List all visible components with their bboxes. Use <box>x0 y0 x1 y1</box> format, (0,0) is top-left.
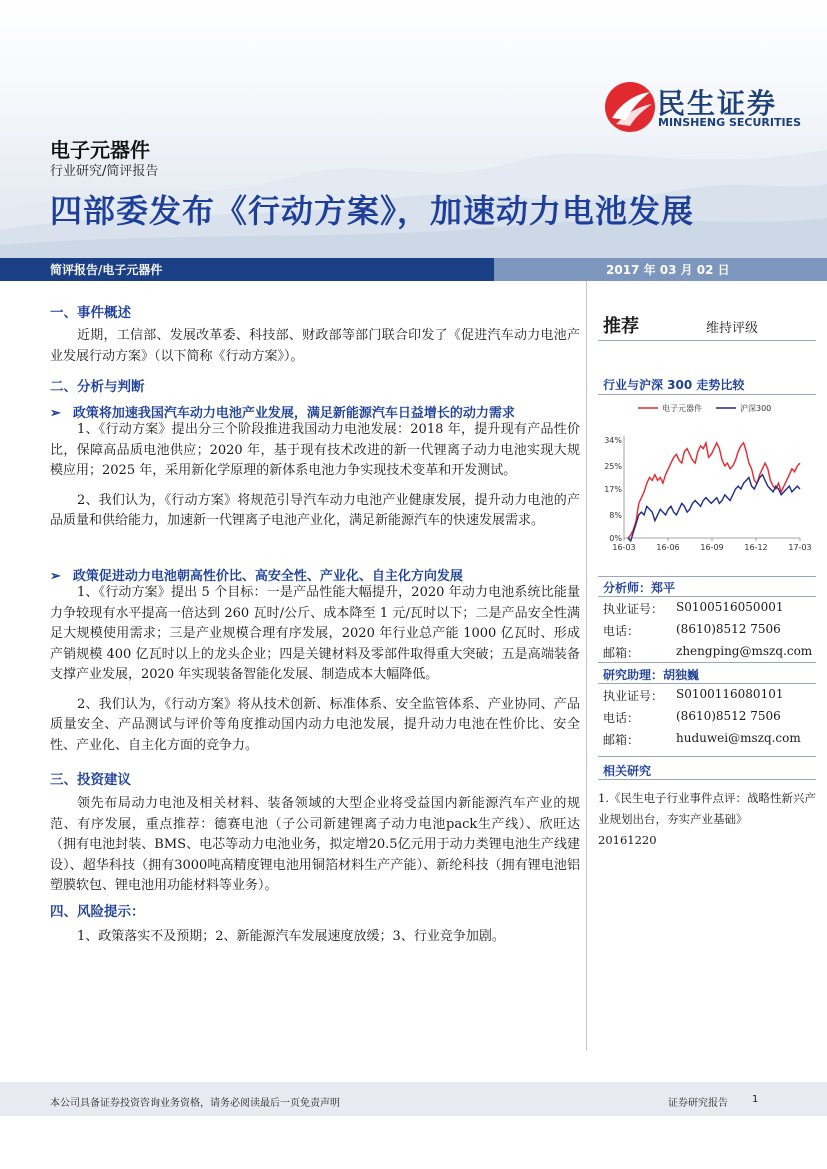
contact-value: S0100116080101 <box>676 687 784 701</box>
section-heading-3: 三、投资建议 <box>50 772 131 788</box>
divider <box>598 596 816 597</box>
paragraph: 近期，工信部、发展改革委、科技部、财政部等部门联合印发了《促进汽车动力电池产业发展行动方案》（以下简称《行动方案》）。 <box>50 328 580 364</box>
contact-value: (8610)8512 7506 <box>676 622 781 636</box>
section-heading-2: 二、分析与判断 <box>50 379 145 395</box>
divider <box>598 662 816 663</box>
recommendation: 推荐 <box>603 316 639 337</box>
related-report-date: 20161220 <box>598 833 657 847</box>
related-report <box>598 788 816 851</box>
analyst-heading: 分析师：郑平 <box>603 581 676 595</box>
section-4-body <box>50 927 580 948</box>
y-tick-label: 0% <box>609 534 622 543</box>
contact-label: 电话： <box>603 711 640 725</box>
x-tick-label: 16-09 <box>700 543 724 552</box>
legend-label: 电子元器件 <box>662 404 702 413</box>
paragraph: 2、我们认为，《行动方案》将规范引导汽车动力电池产业健康发展，提升动力电池的产品质量和供给能力，加速新一代锂离子电池产业化，满足新能源汽车的快速发展需求。 <box>50 492 580 528</box>
related-heading: 相关研究 <box>603 764 652 778</box>
subheading-1: ➢ 政策将加速我国汽车动力电池产业发展，满足新能源汽车日益增长的动力需求 <box>50 406 515 421</box>
y-tick-label: 17% <box>604 485 622 494</box>
column-divider <box>586 281 587 1051</box>
contact-label: 邮箱： <box>603 733 640 747</box>
contact-label: 执业证号： <box>603 602 664 616</box>
assistant-heading: 研究助理：胡独巍 <box>603 668 700 682</box>
footer-disclaimer: 本公司具备证券投资咨询业务资格，请务必阅读最后一页免责声明 <box>50 1098 340 1109</box>
contact-value: S0100516050001 <box>676 600 784 614</box>
divider <box>598 779 816 780</box>
paragraph: 1、《行动方案》提出分三个阶段推进我国动力电池发展：2018 年，提升现有产品性价比，保障高品质电池供应；2020 年，基于现有技术改进的新一代锂离子动力电池实现大规模应用；2025 年，采用新化学原理的新体系电池力争实现技术变革和开发测试。 <box>50 422 580 478</box>
band-category: 简评报告/电子元器件 <box>50 263 163 277</box>
footer-label: 证券研究报告 <box>668 1098 728 1109</box>
arrow-bullet-icon: ➢ <box>50 569 61 584</box>
x-tick-label: 17-03 <box>788 543 812 552</box>
paragraph: 1、政策落实不及预期；2、新能源汽车发展速度放缓；3、行业竞争加剧。 <box>77 929 505 944</box>
contact-label: 电话： <box>603 624 640 638</box>
section-heading-4: 四、风险提示： <box>50 904 145 920</box>
section-2-body-a <box>50 420 580 532</box>
performance-chart <box>598 398 816 558</box>
rating-label: 维持评级 <box>706 321 759 336</box>
contact-value: zhengping@mszq.com <box>676 644 813 658</box>
divider <box>598 394 816 395</box>
section-1-body <box>50 326 580 367</box>
divider <box>598 683 816 684</box>
section-heading-1: 一、事件概述 <box>50 305 131 321</box>
section-2-body-b <box>50 583 580 756</box>
report-date: 2017 年 03 月 02 日 <box>606 263 730 277</box>
contact-label: 邮箱： <box>603 646 640 660</box>
report-type: 行业研究/简评报告 <box>50 164 159 179</box>
y-tick-label: 8% <box>609 510 622 520</box>
contact-value: (8610)8512 7506 <box>676 709 781 723</box>
paragraph: 1、《行动方案》提出 5 个目标：一是产品性能大幅提升，2020 年动力电池系统比能量力争较现有水平提高一倍达到 260 瓦时/公斤、成本降至 1 元/瓦时以下；二是产品安全性满足大规模使用需求；三是产业规模合理有序发展，2020 年行业总产能 1000 亿瓦时、形成产销规模 400 亿瓦时以上的龙头企业；四是关键材料及零部件取得重大突破；五是高端装备支撑产业发展，2020 年实现装备智能化发展、制造成本大幅降低。 <box>50 585 580 682</box>
series-line <box>628 475 800 541</box>
arrow-bullet-icon: ➢ <box>50 406 61 421</box>
page-title: 四部委发布《行动方案》，加速动力电池发展 <box>50 192 695 230</box>
x-tick-label: 16-12 <box>744 543 768 552</box>
chart-heading: 行业与沪深 300 走势比较 <box>603 378 745 392</box>
x-tick-label: 16-06 <box>656 543 680 552</box>
brand-name-cn: 民生证券 <box>657 87 778 120</box>
paragraph: 领先布局动力电池及相关材料、装备领域的大型企业将受益国内新能源汽车产业的规范、有序发展，重点推荐：德赛电池（子公司新建锂离子动力电池pack生产线）、欣旺达（拥有电池封装、BMS、电芯等动力电池业务，拟定增20.5亿元用于动力类锂电池生产线建设）、超华科技（拥有3000吨高精度锂电池用铜箔材料生产产能）、新纶科技（拥有锂电池铝塑膜软包、锂电池用功能材料等业务）。 <box>50 796 580 893</box>
page-number: 1 <box>752 1094 759 1105</box>
y-tick-label: 34% <box>604 436 622 445</box>
related-report-title: 1.《民生电子行业事件点评：战略性新兴产业规划出台，夯实产业基础》 <box>598 791 816 826</box>
divider <box>598 756 816 757</box>
divider <box>598 576 816 577</box>
contact-value: huduwei@mszq.com <box>676 731 801 745</box>
brand-name-en: MINSHENG SECURITIES <box>658 116 801 129</box>
section-3-body <box>50 794 580 897</box>
subheading-2: ➢ 政策促进动力电池朝高性价比、高安全性、产业化、自主化方向发展 <box>50 569 463 584</box>
y-tick-label: 25% <box>604 461 622 471</box>
divider <box>598 340 816 341</box>
contact-label: 执业证号： <box>603 689 664 703</box>
legend-label: 沪深300 <box>740 404 772 413</box>
sector-label: 电子元器件 <box>50 138 150 162</box>
x-tick-label: 16-03 <box>612 543 636 552</box>
paragraph: 2、我们认为，《行动方案》将从技术创新、标准体系、安全监管体系、产业协同、产品质量安全、产品测试与评价等角度推动国内动力电池发展，提升动力电池在性价比、安全性、产业化、自主化方面的竞争力。 <box>50 696 580 753</box>
